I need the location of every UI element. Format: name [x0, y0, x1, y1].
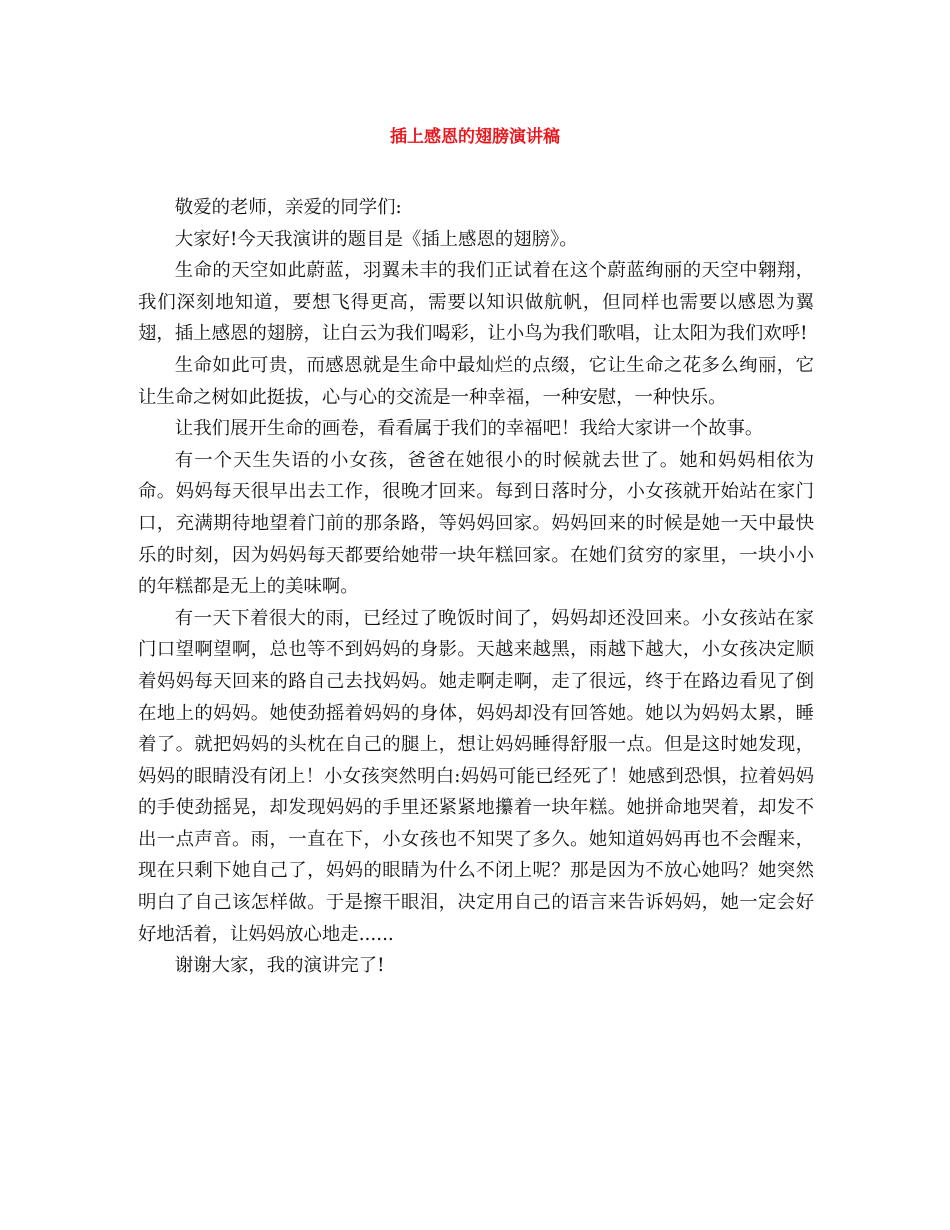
document-body [138, 192, 814, 982]
paragraph-topic: 大家好!今天我演讲的题目是《插上感恩的翅膀》。 [174, 228, 578, 250]
paragraph-sky: 生命的天空如此蔚蓝，羽翼未丰的我们正试着在这个蔚蓝绚丽的天空中翱翔，我们深刻地知道，要想飞得更高，需要以知识做航帆，但同样也需要以感恩为翼翅，插上感恩的翅膀，让白云为我们喝彩，让小鸟为我们歌唱，让太阳为我们欢呼! [138, 260, 814, 345]
paragraph-gratitude: 生命如此可贵，而感恩就是生命中最灿烂的点缀，它让生命之花多么绚丽，它让生命之树如此挺拔，心与心的交流是一种幸福，一种安慰，一种快乐。 [138, 354, 814, 408]
document-title: 插上感恩的翅膀演讲稿 [390, 127, 560, 147]
paragraph-closing: 谢谢大家，我的演讲完了! [174, 955, 385, 977]
paragraph-story-intro: 让我们展开生命的画卷，看看属于我们的幸福吧！我给大家讲一个故事。 [174, 418, 764, 440]
paragraph-story-rain: 有一天下着很大的雨，已经过了晚饭时间了，妈妈却还没回来。小女孩站在家门口望啊望啊，总也等不到妈妈的身影。天越来越黑，雨越下越大，小女孩决定顺着妈妈每天回来的路自己去找妈妈。她走啊走啊，走了很远，终于在路边看见了倒在地上的妈妈。她使劲摇着妈妈的身体，妈妈却没有回答她。她以为妈妈太累，睡着了。就把妈妈的头枕在自己的腿上，想让妈妈睡得舒服一点。但是这时她发现，妈妈的眼睛没有闭上！小女孩突然明白:妈妈可能已经死了！她感到恐惧，拉着妈妈的手使劲摇晃，却发现妈妈的手里还紧紧地攥着一块年糕。她拼命地哭着，却发不出一点声音。雨，一直在下，小女孩也不知哭了多久。她知道妈妈再也不会醒来，现在只剩下她自己了，妈妈的眼睛为什么不闭上呢？那是因为不放心她吗？她突然明白了自己该怎样做。于是擦干眼泪，决定用自己的语言来告诉妈妈，她一定会好好地活着，让妈妈放心地走...... [138, 607, 814, 945]
paragraph-salutation: 敬爱的老师，亲爱的同学们: [174, 197, 402, 218]
paragraph-story-girl: 有一个天生失语的小女孩，爸爸在她很小的时候就去世了。她和妈妈相依为命。妈妈每天很早出去工作，很晚才回来。每到日落时分，小女孩就开始站在家门口，充满期待地望着门前的那条路，等妈妈回家。妈妈回来的时候是她一天中最快乐的时刻，因为妈妈每天都要给她带一块年糕回家。在她们贫穷的家里，一块小小的年糕都是无上的美味啊。 [138, 449, 814, 598]
